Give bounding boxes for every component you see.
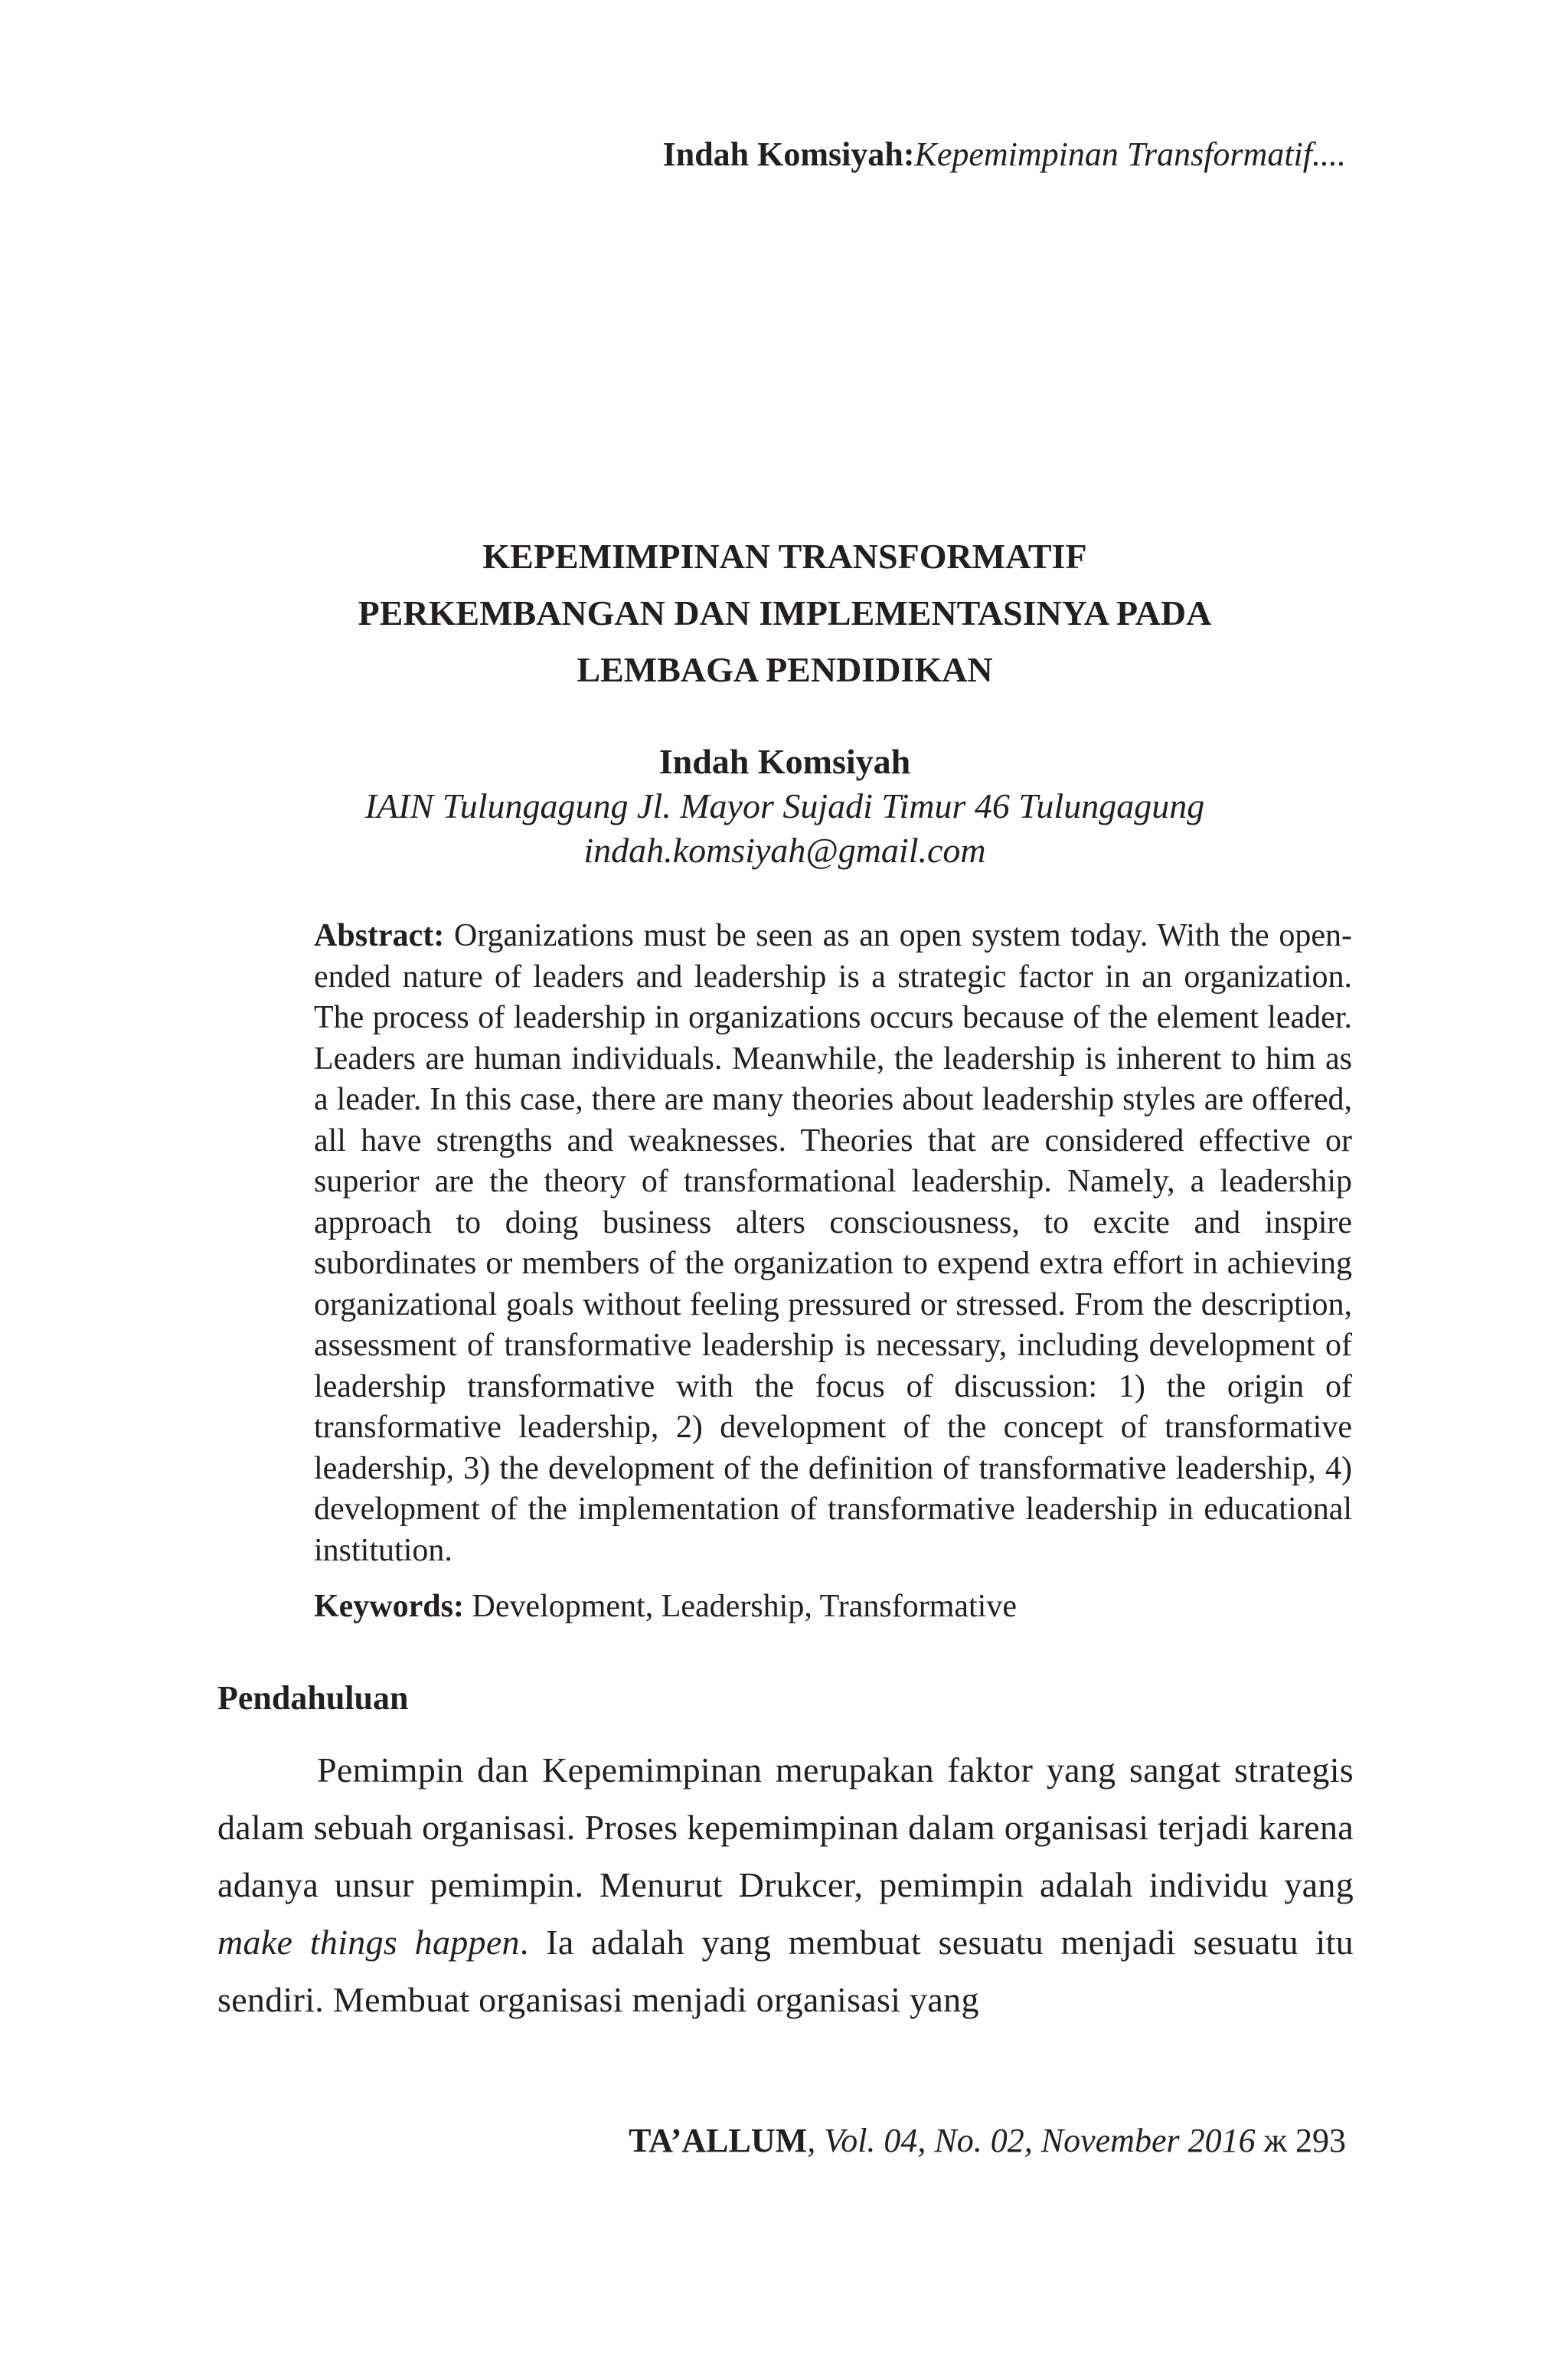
page-number: 293: [1295, 2122, 1346, 2159]
body-text-italic: make things happen: [217, 1923, 520, 1962]
journal-name: TA’ALLUM: [629, 2122, 808, 2159]
running-head: [663, 135, 1346, 174]
body-text-part-2: . Ia adalah yang membuat sesuatu menjadi sesuatu itu sendiri. Membuat organisasi menjadi organisasi yang: [217, 1923, 1354, 2019]
abstract-label: Abstract:: [314, 918, 445, 953]
running-head-title: Kepemimpinan Transformatif....: [914, 136, 1346, 173]
journal-volume: , Vol. 04, No. 02, November 2016: [807, 2122, 1256, 2159]
title-line-2: PERKEMBANGAN DAN IMPLEMENTASINYA PADA: [358, 593, 1212, 632]
keywords: [314, 1587, 1352, 1627]
author-block: [214, 740, 1355, 873]
abstract-text: Organizations must be seen as an open system today. With the open-ended nature of leaders and leadership is a strategic factor in an organization. The process of leadership in organizations occurs because of the element leader. Leaders are human individuals. Meanwhile, the leadership is inherent to him as a leader. In this case, there are many theories about leadership styles are offered, all have strengths and weaknesses. Theories that are considered effective or superior are the theory of transformational leadership. Namely, a leadership approach to doing business alters consciousness, to excite and inspire subordinates or members of the organization to expend extra effort in achieving organizational goals without feeling pressured or stressed. From the description, assessment of transformative leadership is necessary, including development of leadership transformative with the focus of discussion: 1) the origin of transformative leadership, 2) development of the concept of transformative leadership, 3) the development of the definition of transformative leadership, 4) development of the implementation of transformative leadership in educational institution.: [314, 918, 1352, 1568]
title-line-3: LEMBAGA PENDIDIKAN: [577, 650, 993, 689]
author-affiliation: IAIN Tulungagung Jl. Mayor Sujadi Timur 46 Tulungagung: [364, 786, 1205, 825]
title-line-1: KEPEMIMPINAN TRANSFORMATIF: [482, 537, 1087, 576]
footer-separator: ж: [1255, 2122, 1295, 2159]
abstract: [314, 916, 1352, 1571]
page-footer: [629, 2121, 1346, 2160]
keywords-label: Keywords:: [314, 1589, 464, 1624]
keywords-text: Development, Leadership, Transformative: [463, 1589, 1017, 1624]
running-head-author: Indah Komsiyah:: [662, 136, 915, 173]
article-title: [214, 528, 1355, 698]
author-email: indah.komsiyah@gmail.com: [583, 831, 986, 870]
author-name: Indah Komsiyah: [658, 742, 911, 781]
section-heading: Pendahuluan: [217, 1679, 409, 1717]
body-paragraph: [217, 1741, 1354, 2028]
body-text-part-1: Pemimpin dan Kepemimpinan merupakan faktor yang sangat strategis dalam sebuah organisasi. Proses kepemimpinan dalam organisasi terjadi karena adanya unsur pemimpin. Menurut Drukcer, pemimpin adalah individu yang: [217, 1750, 1354, 1904]
